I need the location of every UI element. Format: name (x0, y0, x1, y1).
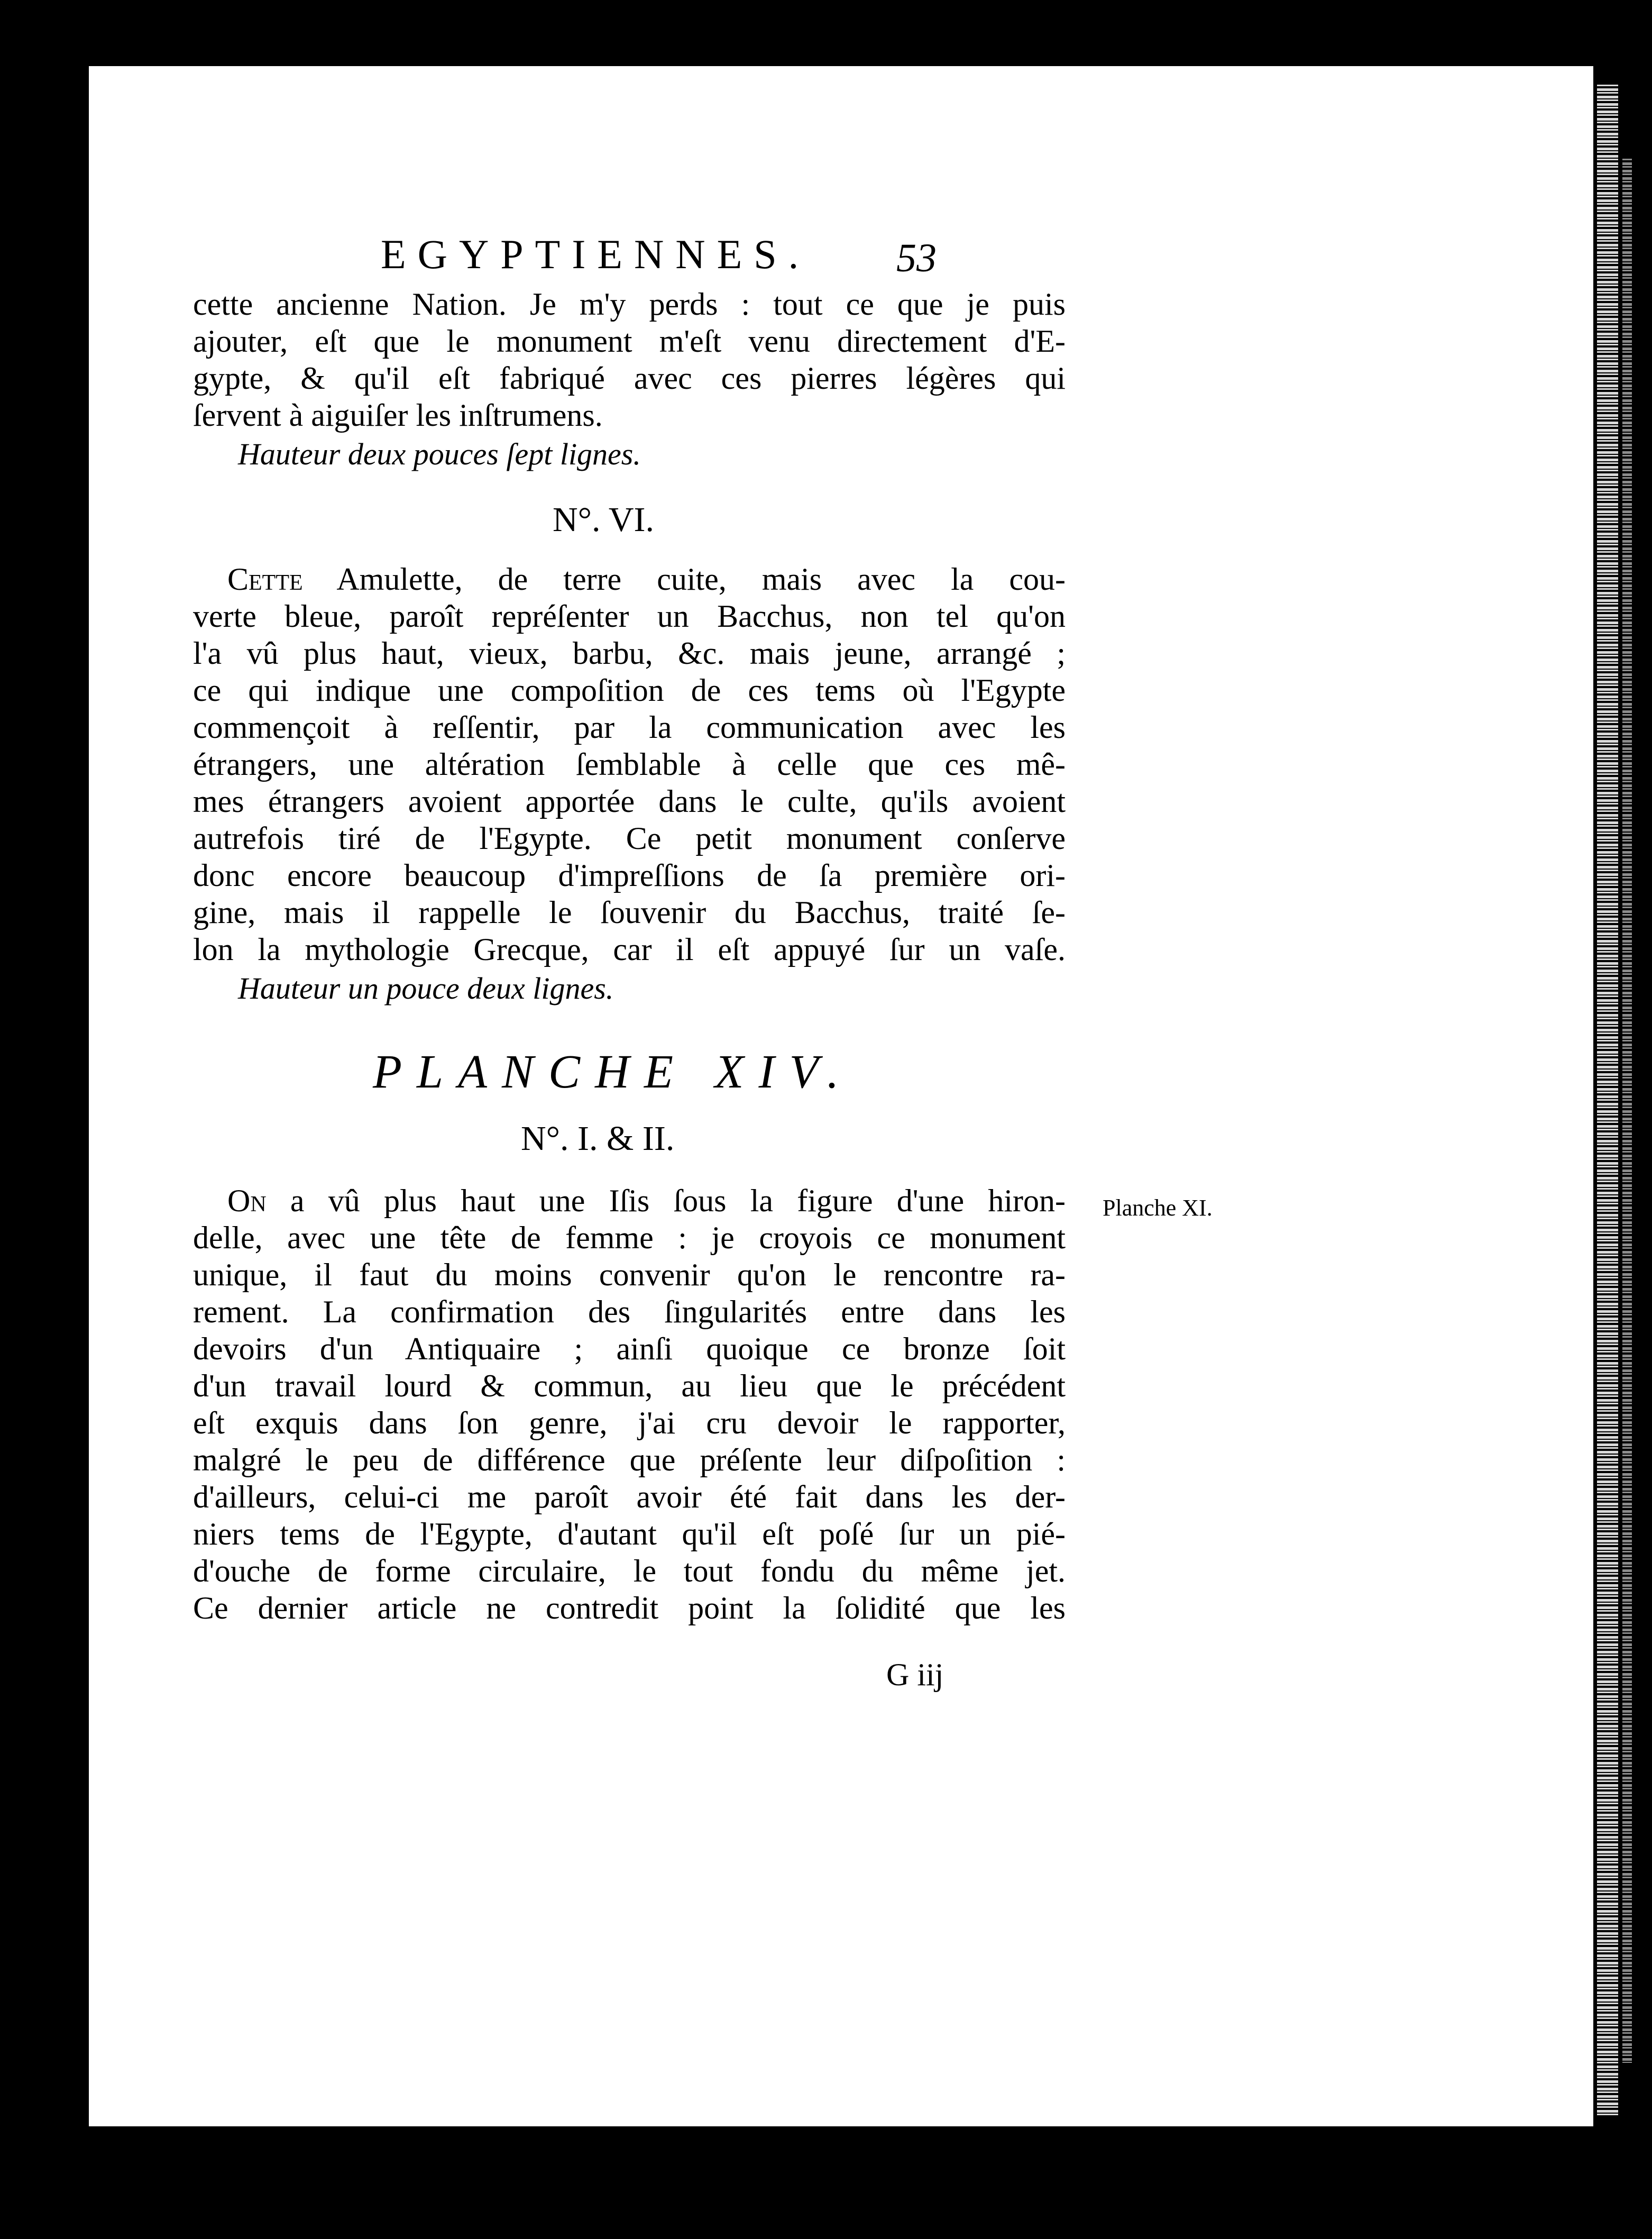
text-line: étrangers, une altération ſemblable à celle que ces mê- (193, 747, 1066, 782)
height-note: Hauteur deux pouces ſept lignes. (238, 437, 641, 471)
text-line: donc encore beaucoup d'impreſſions de ſa première ori- (193, 858, 1066, 893)
signature-mark: G iij (886, 1657, 944, 1692)
text-line: eſt exquis dans ſon genre, j'ai cru devoir le rapporter, (193, 1405, 1066, 1440)
text-line: ajouter, eſt que le monument m'eſt venu directement d'E- (193, 324, 1066, 359)
text-line: verte bleue, paroît repréſenter un Bacchus, non tel qu'on (193, 599, 1066, 634)
drop-word: Cette (227, 562, 303, 597)
text-line: d'ouche de forme circulaire, le tout fondu du même jet. (193, 1553, 1066, 1588)
text-line: unique, il faut du moins convenir qu'on le rencontre ra- (193, 1257, 1066, 1292)
page-number: 53 (896, 236, 937, 280)
text-line: niers tems de l'Egypte, d'autant qu'il eſt poſé ſur un pié- (193, 1516, 1066, 1551)
section-heading: N°. I. & II. (521, 1119, 675, 1158)
text-line: d'ailleurs, celui-ci me paroît avoir été fait dans les der- (193, 1479, 1066, 1514)
text-line: Ce dernier article ne contredit point la ſolidité que les (193, 1591, 1066, 1625)
text-line: ce qui indique une compoſition de ces tems où l'Egypte (193, 673, 1066, 708)
text-line: gypte, & qu'il eſt fabriqué avec ces pierres légères qui (193, 361, 1066, 396)
plate-heading: PLANCHE XIV. (373, 1046, 854, 1098)
page-edge-texture (1597, 85, 1618, 2116)
running-header: EGYPTIENNES. (381, 231, 811, 277)
first-line-rest: Amulette, de terre cuite, mais avec la cou- (302, 562, 1066, 597)
text-line: autrefois tiré de l'Egypte. Ce petit monument conſerve (193, 821, 1066, 856)
text-line: devoirs d'un Antiquaire ; ainſi quoique ce bronze ſoit (193, 1331, 1066, 1366)
text-line: l'a vû plus haut, vieux, barbu, &c. mais jeune, arrangé ; (193, 636, 1066, 671)
text-line: lon la mythologie Grecque, car il eſt appuyé ſur un vaſe. (193, 932, 1066, 967)
height-note: Hauteur un pouce deux lignes. (238, 971, 614, 1006)
page-edge-texture-outer (1622, 159, 1632, 2063)
text-line: gine, mais il rappelle le ſouvenir du Bacchus, traité ſe- (193, 895, 1066, 930)
paragraph-first-line (227, 561, 1066, 598)
text-line: mes étrangers avoient apportée dans le culte, qu'ils avoient (193, 784, 1066, 819)
section-heading: N°. VI. (553, 500, 655, 539)
first-line-rest: a vû plus haut une Iſis ſous la figure d'une hiron- (266, 1183, 1066, 1218)
margin-note: Planche XI. (1103, 1195, 1213, 1221)
text-line: delle, avec une tête de femme : je croyois ce monument (193, 1220, 1066, 1255)
text-line: d'un travail lourd & commun, au lieu que le précédent (193, 1368, 1066, 1403)
paragraph-first-line (227, 1182, 1066, 1219)
text-line: commençoit à reſſentir, par la communication avec les (193, 710, 1066, 745)
text-line: ſervent à aiguiſer les inſtrumens. (193, 398, 603, 433)
text-line: malgré le peu de différence que préſente leur diſpoſition : (193, 1442, 1066, 1477)
drop-word: On (227, 1183, 267, 1218)
text-line: cette ancienne Nation. Je m'y perds : tout ce que je puis (193, 287, 1066, 322)
text-line: rement. La confirmation des ſingularités entre dans les (193, 1294, 1066, 1329)
